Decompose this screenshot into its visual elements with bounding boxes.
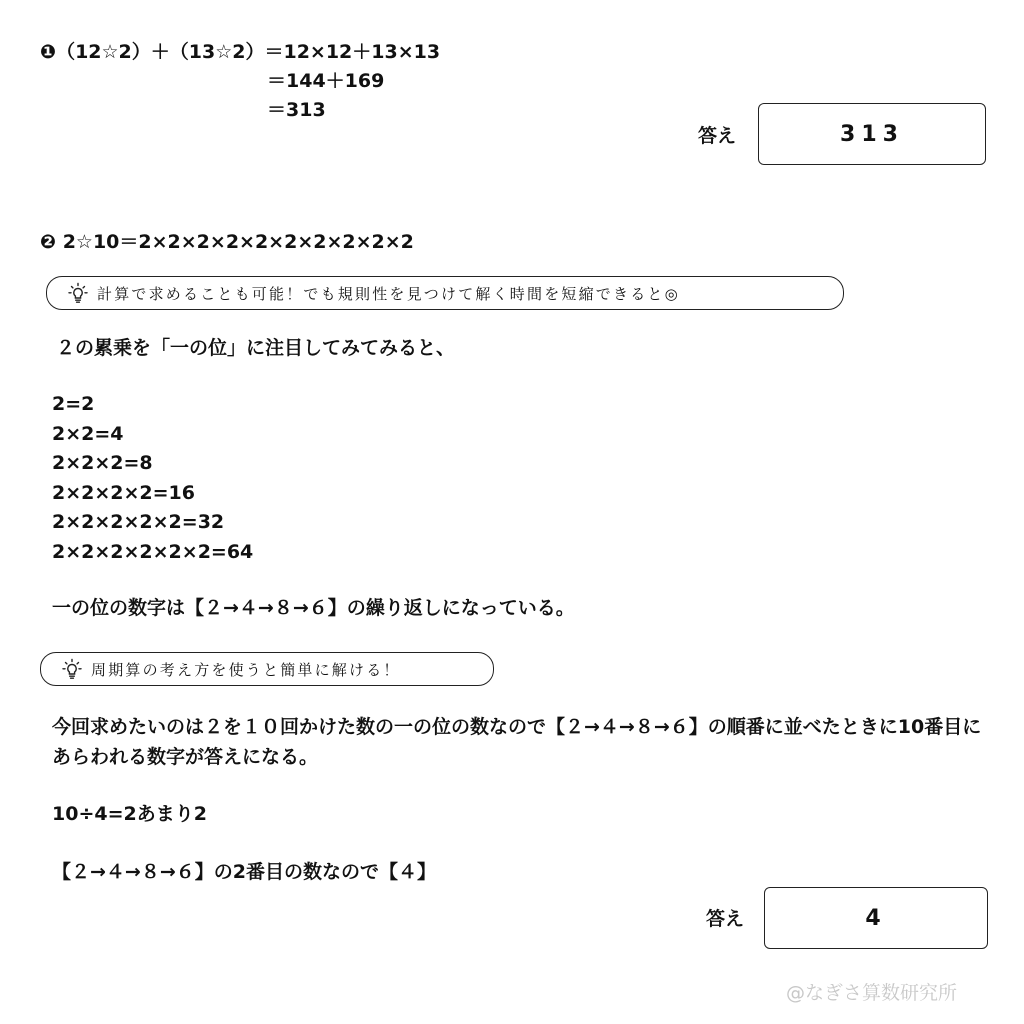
- hint-bubble-2: [40, 652, 494, 686]
- conclusion-line: 【２→４→８→６】の2番目の数なので【４】: [52, 861, 436, 883]
- problem1-answer-value: 313: [840, 121, 904, 147]
- problem2-answer-box: [764, 887, 988, 949]
- power-row: 2×2×2=8: [52, 452, 153, 474]
- power-row: 2×2×2×2×2×2=64: [52, 540, 254, 563]
- problem2-header: ❷ 2☆10＝2×2×2×2×2×2×2×2×2×2: [40, 231, 414, 253]
- problem1-line-2: ＝144＋169: [267, 70, 385, 92]
- problem1-calculation: [40, 38, 440, 125]
- powers-intro: ２の累乗を「一の位」に注目してみてみると、: [56, 337, 456, 359]
- problem1-line-3: ＝313: [267, 99, 326, 121]
- lightbulb-icon: [67, 282, 89, 304]
- explanation-paragraph: 今回求めたいのは２を１０回かけた数の一の位の数なので【２→４→８→６】の順番に並べたときに10番目にあらわれる数字が答えになる。: [52, 716, 982, 768]
- power-row: 2×2×2×2×2=32: [52, 511, 225, 533]
- powers-list: [52, 390, 253, 567]
- power-row: 2=2: [52, 393, 95, 415]
- problem1-answer-box: [758, 103, 986, 165]
- problem1-answer-label: 答え: [698, 125, 737, 147]
- hint-text-1: 計算で求めることも可能！でも規則性を見つけて解く時間を短縮できると◎: [97, 284, 680, 303]
- hint-bubble-1: [46, 276, 844, 310]
- lightbulb-icon: [61, 658, 83, 680]
- power-row: 2×2=4: [52, 422, 124, 445]
- problem2-answer-label: 答え: [706, 908, 745, 930]
- division-line: 10÷4=2あまり2: [52, 803, 207, 825]
- problem1-line-1: ❶（12☆2）＋（13☆2）＝12×12＋13×13: [40, 41, 441, 63]
- watermark: @なぎさ算数研究所: [786, 982, 958, 1004]
- problem2-answer-value: 4: [865, 905, 887, 931]
- power-row: 2×2×2×2=16: [52, 481, 196, 504]
- hint-text-2: 周期算の考え方を使うと簡単に解ける！: [91, 660, 401, 679]
- cycle-note: 一の位の数字は【２→４→８→６】の繰り返しになっている。: [52, 597, 575, 619]
